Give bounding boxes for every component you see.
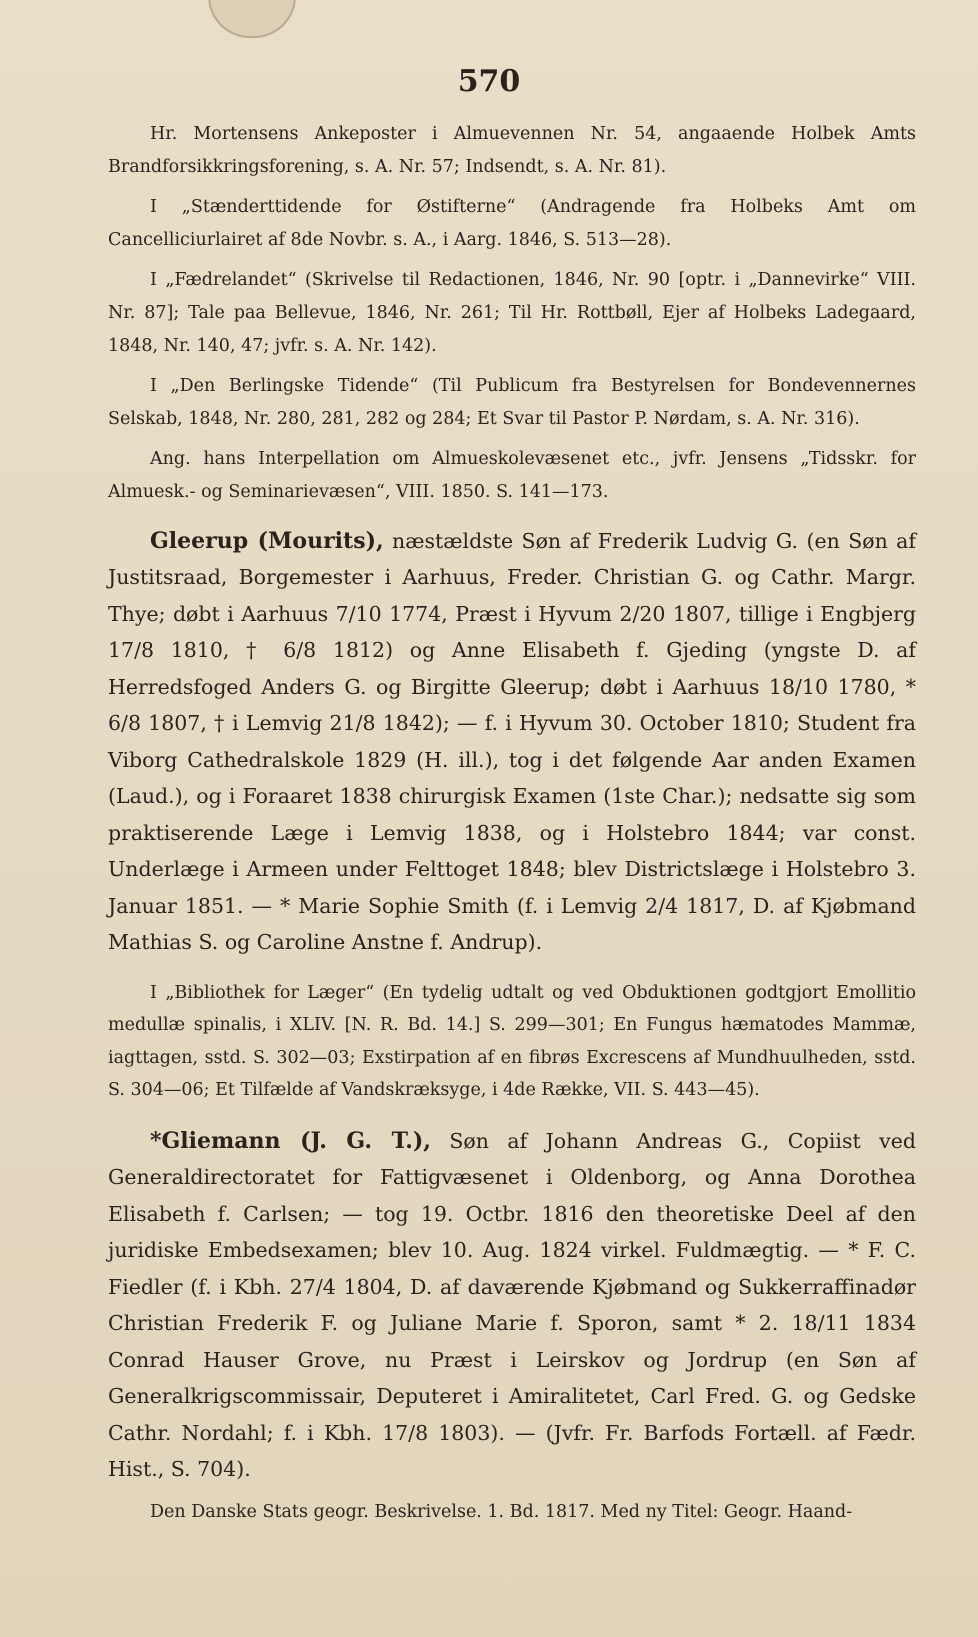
- entry-gleerup: [108, 523, 916, 961]
- page-number: 570: [457, 64, 521, 99]
- paragraph-almuevennen: Hr. Mortensens Ankeposter i Almuevennen Nr. 54, angaaende Holbek Amts Brandforsikkringsforening, s. A. Nr. 57; Indsendt, s. A. Nr. 81).: [108, 124, 916, 177]
- entry-gliemann-body: Søn af Johann Andreas G., Copiist ved Generaldirectoratet for Fattigvæsenet i Oldenborg, og Anna Dorothea Elisabeth f. Carlsen; — tog 19. Octbr. 1816 den theoretiske Deel af den juridiske Embedsexamen; blev 10. Aug. 1824 virkel. Fuldmægtig. — * F. C. Fiedler (f. i Kbh. 27/4 1804, D. af daværende Kjøbmand og Sukkerraffinadør Christian Frederik F. og Juliane Marie f. Sporon, samt * 2. 18/11 1834 Conrad Hauser Grove, nu Præst i Leirskov og Jordrup (en Søn af Generalkrigscommissair, Deputeret i Amiralitetet, Carl Fred. G. og Gedske Cathr. Nordahl; f. i Kbh. 17/8 1803). — (Jvfr. Fr. Barfods Fortæll. af Fædr. Hist., S. 704).: [108, 1128, 916, 1482]
- paragraph-faedrelandet: I „Fædrelandet“ (Skrivelse til Redactionen, 1846, Nr. 90 [optr. i „Dannevirke“ VIII. Nr. 87]; Tale paa Bellevue, 1846, Nr. 261; Til Hr. Rottbøll, Ejer af Holbeks Ladegaard, 1848, Nr. 140, 47; jvfr. s. A. Nr. 142).: [108, 270, 916, 356]
- paragraph-interpellation: Ang. hans Interpellation om Almueskolevæsenet etc., jvfr. Jensens „Tidsskr. for Almuesk.- og Seminarievæsen“, VIII. 1850. S. 141—173.: [108, 449, 916, 502]
- entry-gliemann: [108, 1123, 916, 1488]
- entry-gleerup-body: næstældste Søn af Frederik Ludvig G. (en Søn af Justitsraad, Borgemester i Aarhuus, Freder. Christian G. og Cathr. Margr. Thye; døbt i Aarhuus 7/10 1774, Præst i Hyvum 2/20 1807, tillige i Engbjerg 17/8 1810, † 6/8 1812) og Anne Elisabeth f. Gjeding (yngste D. af Herredsfoged Anders G. og Birgitte Gleerup; døbt i Aarhuus 18/10 1780, * 6/8 1807, † i Lemvig 21/8 1842); — f. i Hyvum 30. October 1810; Student fra Viborg Cathedralskole 1829 (H. ill.), tog i det følgende Aar anden Examen (Laud.), og i Foraaret 1838 chirurgisk Examen (1ste Char.); nedsatte sig som praktiserende Læge i Lemvig 1838, og i Holstebro 1844; var const. Underlæge i Armeen under Felttoget 1848; blev Districtslæge i Holstebro 3. Januar 1851. — * Marie Sophie Smith (f. i Lemvig 2/4 1817, D. af Kjøbmand Mathias S. og Caroline Anstne f. Andrup).: [108, 528, 916, 955]
- paragraph-gleerup-works: I „Bibliothek for Læger“ (En tydelig udtalt og ved Obduktionen godtgjort Emollitio medullæ spinalis, i XLIV. [N. R. Bd. 14.] S. 299—301; En Fungus hæmatodes Mammæ, iagttagen, sstd. S. 302—03; Exstirpation af en fibrøs Excrescens af Mundhuulheden, sstd. S. 304—06; Et Tilfælde af Vandskræksyge, i 4de Række, VII. S. 443—45).: [108, 982, 916, 1101]
- page-notch-decoration: [208, 0, 296, 38]
- entry-gleerup-heading: Gleerup (Mourits),: [150, 527, 384, 554]
- paragraph-staendertidende: I „Stænderttidende for Østifterne“ (Andragende fra Holbeks Amt om Cancelliciurlairet af 8de Novbr. s. A., i Aarg. 1846, S. 513—28).: [108, 197, 916, 250]
- paragraph-berlingske: I „Den Berlingske Tidende“ (Til Publicum fra Bestyrelsen for Bondevennernes Selskab, 1848, Nr. 280, 281, 282 og 284; Et Svar til Pastor P. Nørdam, s. A. Nr. 316).: [108, 376, 916, 429]
- entry-gliemann-heading: *Gliemann (J. G. T.),: [150, 1127, 431, 1154]
- footer-line: Den Danske Stats geogr. Beskrivelse. 1. Bd. 1817. Med ny Titel: Geogr. Haand-: [150, 1501, 853, 1522]
- page-text: [108, 118, 916, 1529]
